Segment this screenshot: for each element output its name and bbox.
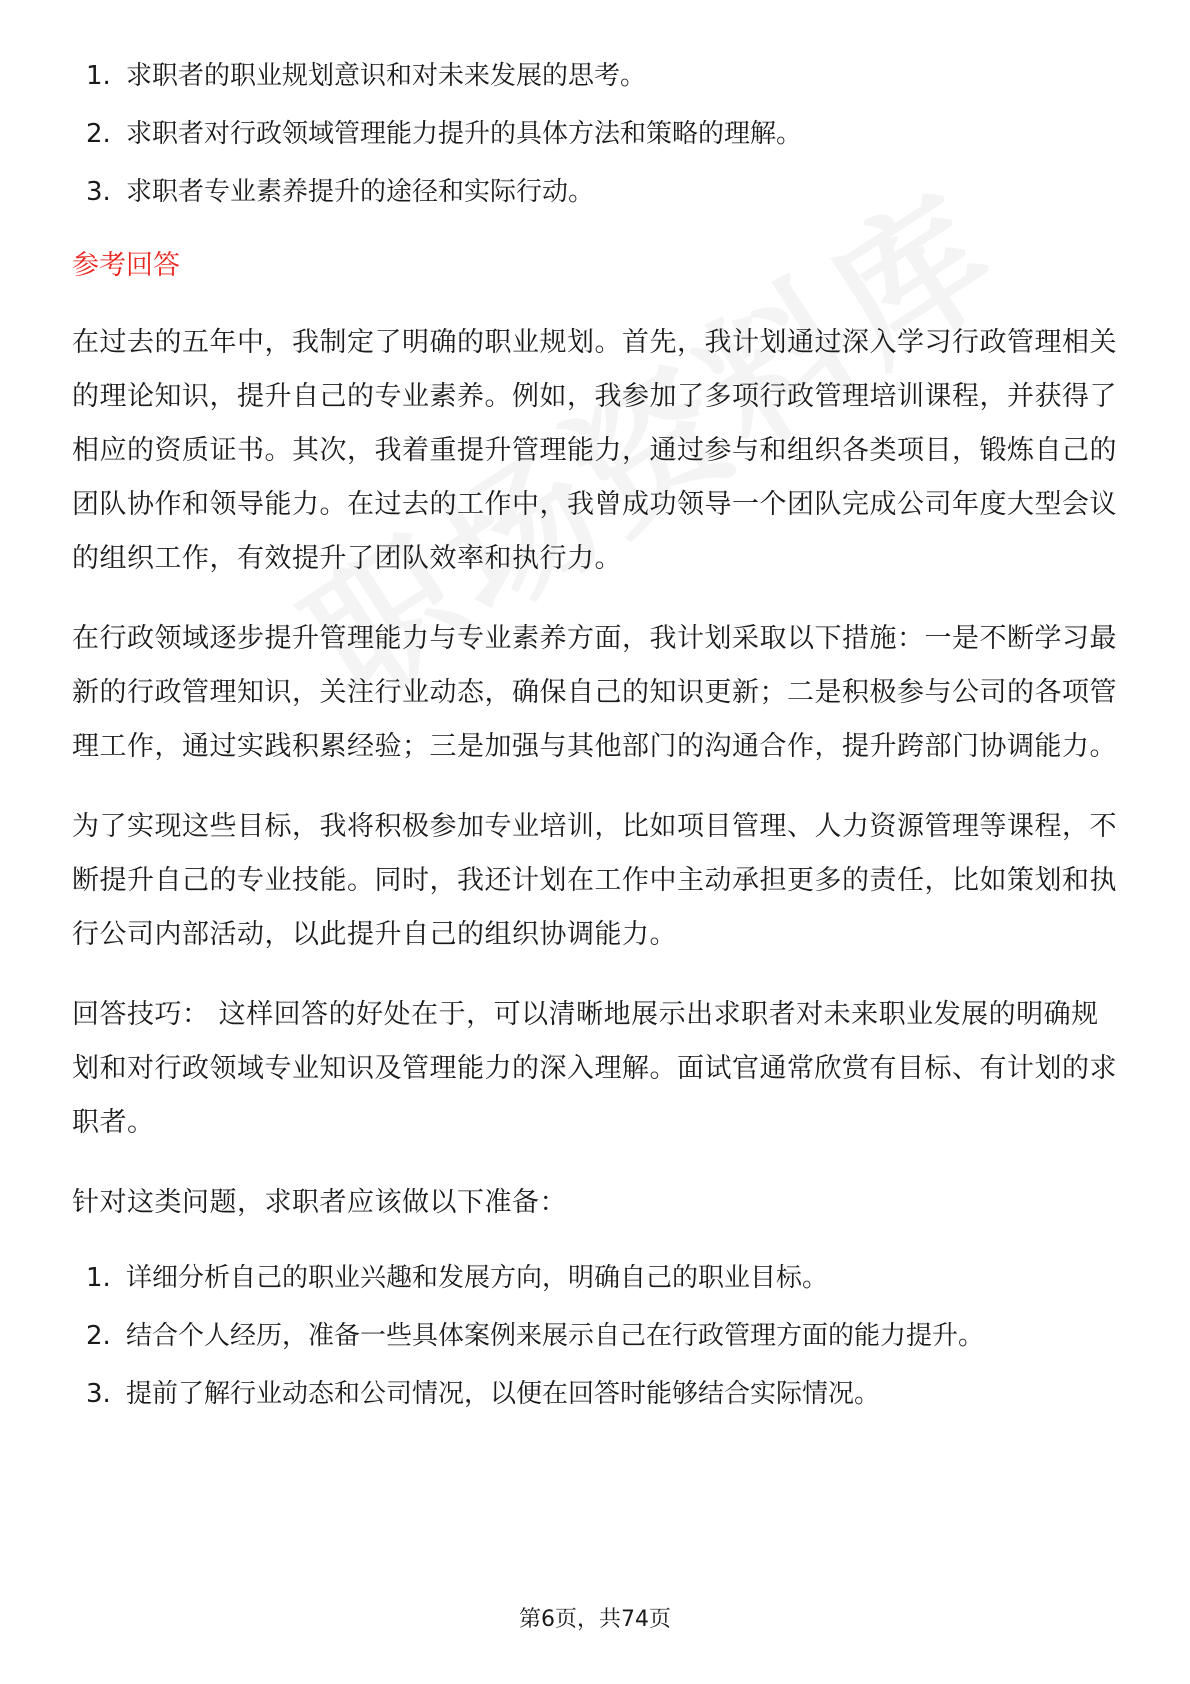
answer-paragraph: 在过去的五年中，我制定了明确的职业规划。首先，我计划通过深入学习行政管理相关的理论知识，提升自己的专业素养。例如，我参加了多项行政管理培训课程，并获得了相应的资质证书。其次，我着重提升管理能力，通过参与和组织各类项目，锻炼自己的团队协作和领导能力。在过去的工作中，我曾成功领导一个团队完成公司年度大型会议的组织工作，有效提升了团队效率和执行力。	[72, 327, 1117, 574]
answer-paragraph: 为了实现这些目标，我将积极参加专业培训，比如项目管理、人力资源管理等课程，不断提升自己的专业技能。同时，我还计划在工作中主动承担更多的责任，比如策划和执行公司内部活动，以此提升自己的组织协调能力。	[72, 811, 1117, 950]
list-number: 1.	[86, 1263, 111, 1293]
reference-answer-heading: 参考回答	[72, 250, 180, 281]
list-item-text: 求职者对行政领域管理能力提升的具体方法和策略的理解。	[126, 119, 803, 149]
list-number: 2.	[86, 119, 111, 149]
page-number: 第6页，共74页	[519, 1607, 671, 1632]
list-number: 2.	[86, 1321, 111, 1351]
list-item-text: 结合个人经历，准备一些具体案例来展示自己在行政管理方面的能力提升。	[126, 1321, 985, 1351]
list-item	[72, 58, 1122, 94]
list-number: 3.	[86, 177, 111, 207]
list-item	[72, 1318, 1122, 1354]
answer-tips-paragraph: 回答技巧： 这样回答的好处在于，可以清晰地展示出求职者对未来职业发展的明确规划和对行政领域专业知识及管理能力的深入理解。面试官通常欣赏有目标、有计划的求职者。	[72, 999, 1117, 1138]
list-item	[72, 174, 1122, 210]
list-item-text: 求职者的职业规划意识和对未来发展的思考。	[126, 61, 647, 91]
preparation-intro: 针对这类问题，求职者应该做以下准备：	[72, 1187, 567, 1218]
list-number: 1.	[86, 61, 111, 91]
list-item	[72, 1260, 1122, 1296]
list-item-text: 详细分析自己的职业兴趣和发展方向，明确自己的职业目标。	[126, 1263, 829, 1293]
list-item-text: 求职者专业素养提升的途径和实际行动。	[126, 177, 595, 207]
list-item-text: 提前了解行业动态和公司情况，以便在回答时能够结合实际情况。	[126, 1379, 881, 1409]
list-item	[72, 116, 1122, 152]
page-content	[72, 58, 1122, 1434]
list-item	[72, 1376, 1122, 1412]
evaluation-points-list	[72, 58, 1122, 210]
preparation-list	[72, 1260, 1122, 1412]
list-number: 3.	[86, 1379, 111, 1409]
answer-paragraph: 在行政领域逐步提升管理能力与专业素养方面，我计划采取以下措施：一是不断学习最新的行政管理知识，关注行业动态，确保自己的知识更新；二是积极参与公司的各项管理工作，通过实践积累经验；三是加强与其他部门的沟通合作，提升跨部门协调能力。	[72, 623, 1117, 762]
